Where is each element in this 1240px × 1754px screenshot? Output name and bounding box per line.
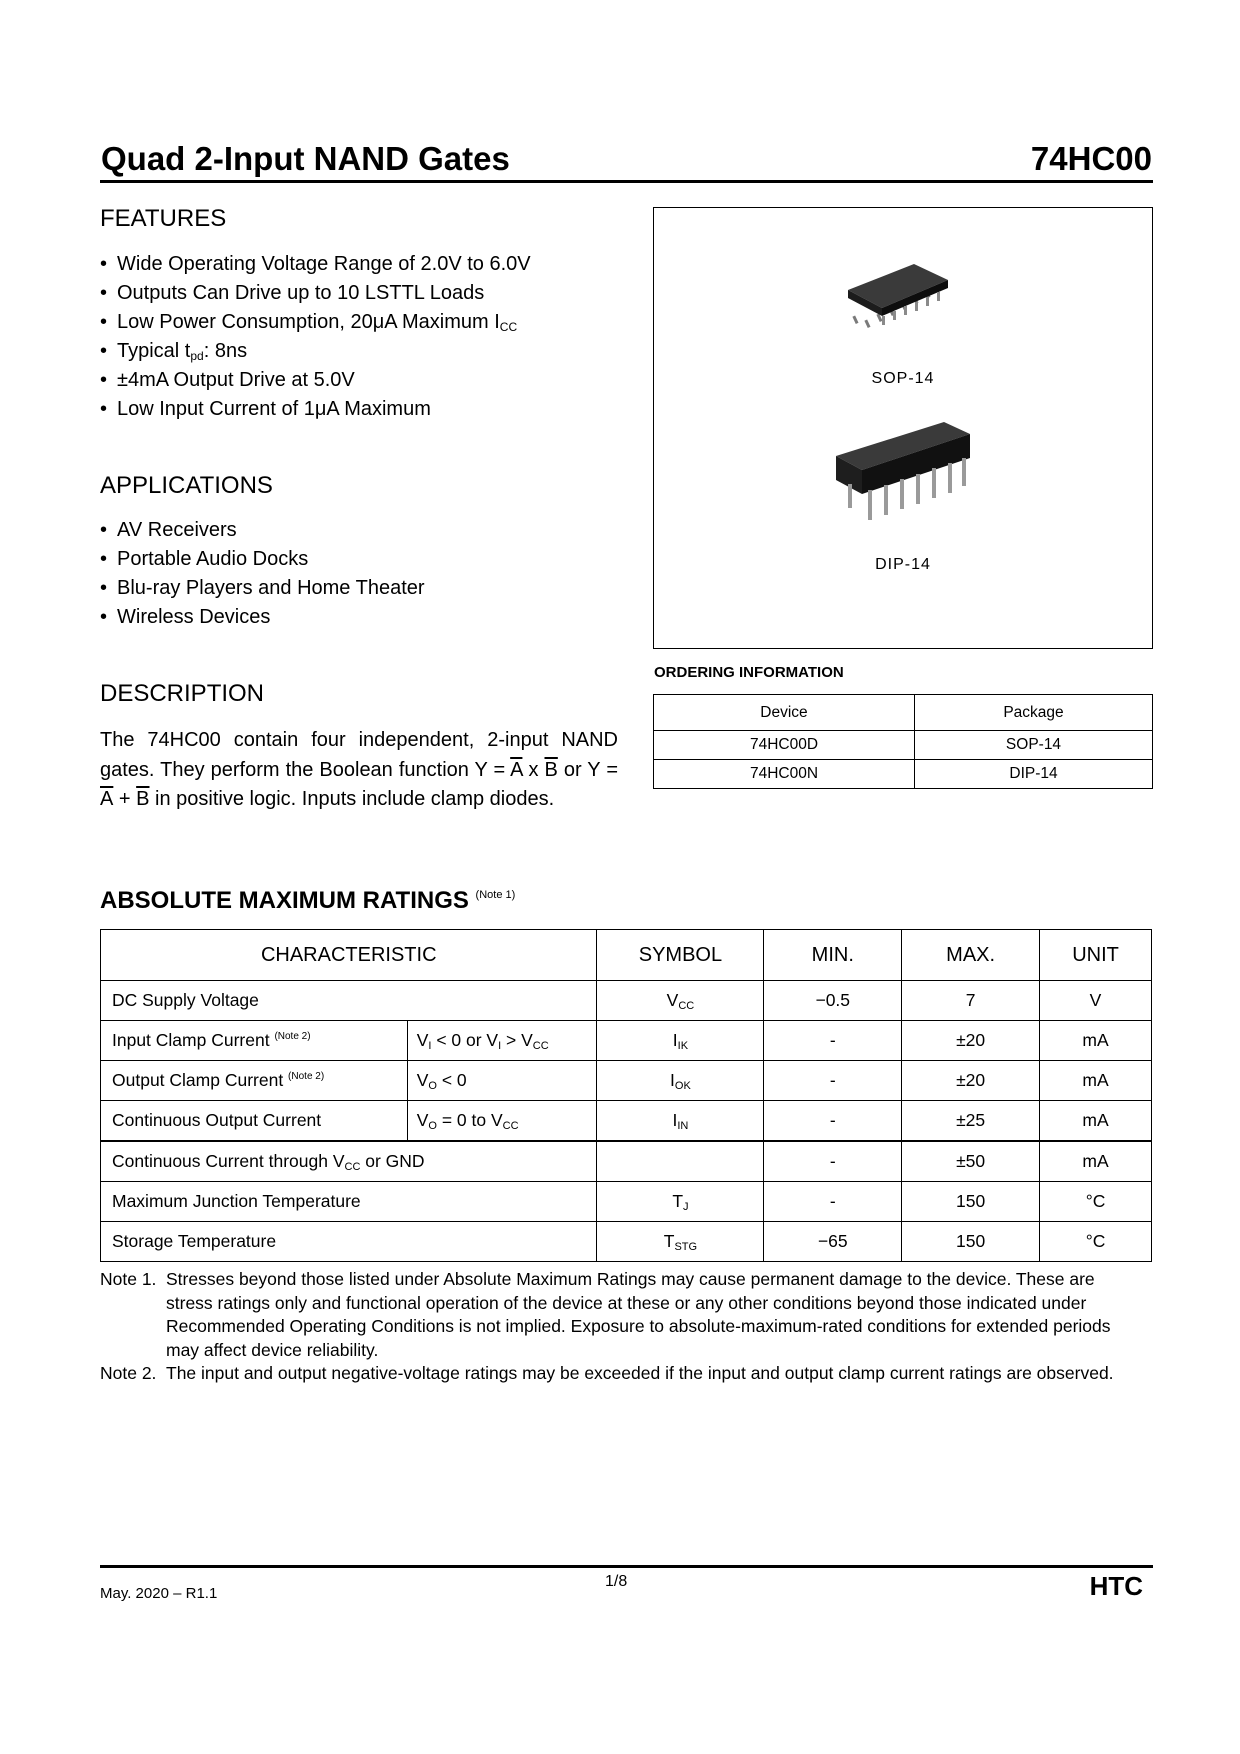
table-cell: $V_{CC}$ xyxy=(597,981,764,1021)
table-row xyxy=(654,760,1153,789)
page-number: 1/8 xyxy=(605,1573,628,1590)
ordering-title: ORDERING INFORMATION xyxy=(654,664,844,681)
table-cell: $V_O = 0$ to $V_{CC}$ xyxy=(407,1101,597,1142)
features-list xyxy=(100,250,531,424)
table-cell: $I_{IK}$ xyxy=(597,1021,764,1061)
table-row xyxy=(101,981,1152,1021)
header-divider xyxy=(100,180,1153,183)
table-cell: DC Supply Voltage xyxy=(101,981,597,1021)
table-cell: °C xyxy=(1040,1222,1152,1262)
table-cell: $I_{OK}$ xyxy=(597,1061,764,1101)
list-item: • Outputs Can Drive up to 10 LSTTL Loads xyxy=(100,279,531,308)
table-cell: - xyxy=(764,1101,902,1142)
table-cell: - xyxy=(764,1141,902,1182)
table-row xyxy=(101,1222,1152,1262)
table-header: UNIT xyxy=(1040,930,1152,981)
package-image-box xyxy=(653,207,1153,649)
table-cell xyxy=(597,1141,764,1182)
revision-date: May. 2020 – R1.1 xyxy=(100,1585,218,1602)
list-item: • ±4mA Output Drive at 5.0V xyxy=(100,366,531,395)
table-cell: ±50 xyxy=(902,1141,1040,1182)
table-row xyxy=(101,1021,1152,1061)
table-header-row xyxy=(654,695,1153,731)
table-header-row xyxy=(101,930,1152,981)
table-cell: Continuous Current through $V_{CC}$ or GND xyxy=(101,1141,597,1182)
features-heading: FEATURES xyxy=(100,205,227,232)
table-row xyxy=(101,1061,1152,1101)
description-heading: DESCRIPTION xyxy=(100,680,265,707)
part-number: 74HC00 xyxy=(1030,140,1152,177)
table-cell: mA xyxy=(1040,1101,1152,1142)
table-cell: ±20 xyxy=(902,1061,1040,1101)
table-cell: ±20 xyxy=(902,1021,1040,1061)
table-cell: 150 xyxy=(902,1222,1040,1262)
table-cell: Input Clamp Current $^{(Note 2)}$ xyxy=(101,1021,408,1061)
table-cell: $T_J$ xyxy=(597,1182,764,1222)
list-item: • Wireless Devices xyxy=(100,603,425,632)
table-cell: $V_I < 0$ or $V_I > V_{CC}$ xyxy=(407,1021,597,1061)
table-cell: Output Clamp Current $^{(Note 2)}$ xyxy=(101,1061,408,1101)
table-cell: Maximum Junction Temperature xyxy=(101,1182,597,1222)
table-cell: $T_{STG}$ xyxy=(597,1222,764,1262)
table-header: Device xyxy=(654,695,915,731)
ordering-table xyxy=(653,694,1153,789)
table-cell: ±25 xyxy=(902,1101,1040,1142)
table-cell: V xyxy=(1040,981,1152,1021)
sop-14-chip-icon xyxy=(848,264,948,328)
list-item: • Low Input Current of 1μA Maximum xyxy=(100,395,531,424)
table-row xyxy=(654,731,1153,760)
dip-14-chip-icon xyxy=(836,422,970,520)
list-item: • Blu-ray Players and Home Theater xyxy=(100,574,425,603)
dip-14-label: DIP-14 xyxy=(875,556,931,573)
note-2: Note 2. The input and output negative-voltage ratings may be exceeded if the input and output clamp current ratings are observed. xyxy=(100,1363,1114,1383)
list-item: • Portable Audio Docks xyxy=(100,545,425,574)
table-header: MAX. xyxy=(902,930,1040,981)
ratings-table xyxy=(100,929,1152,1262)
table-cell: mA xyxy=(1040,1141,1152,1182)
table-cell: mA xyxy=(1040,1021,1152,1061)
list-item: • Typical $t_{pd}$: 8ns xyxy=(100,337,531,366)
sop-14-label: SOP-14 xyxy=(871,370,935,387)
table-cell: Continuous Output Current xyxy=(101,1101,408,1142)
ratings-notes xyxy=(100,1268,1130,1386)
table-cell: - xyxy=(764,1182,902,1222)
footer-divider xyxy=(100,1565,1153,1568)
table-cell: 7 xyxy=(902,981,1040,1021)
description-text: The 74HC00 contain four independent, 2-input NAND gates. They perform the Boolean function $Y = \overline{A}$ x $\overline{B}$ or $Y = \overline{A} + \overline{B}$ in positive logic. Inputs include clamp diodes. xyxy=(100,729,618,810)
list-item: • Wide Operating Voltage Range of 2.0V to 6.0V xyxy=(100,250,531,279)
table-cell: - xyxy=(764,1061,902,1101)
applications-heading: APPLICATIONS xyxy=(100,472,273,499)
table-header: Package xyxy=(915,695,1153,731)
list-item: • Low Power Consumption, 20μA Maximum $I_{CC}$ xyxy=(100,308,531,337)
table-row xyxy=(101,1101,1152,1142)
list-item: • AV Receivers xyxy=(100,516,425,545)
note-1: Note 1. Stresses beyond those listed under Absolute Maximum Ratings may cause permanent damage to the device. These are stress ratings only and functional operation of the device at these or any other conditions beyond those indicated under Recommended Operating Conditions is not implied. Exposure to absolute-maximum-rated conditions for extended periods may affect device reliability. xyxy=(100,1269,1111,1360)
table-cell: 150 xyxy=(902,1182,1040,1222)
table-cell: DIP-14 xyxy=(915,760,1153,789)
brand-logo: HTC xyxy=(1089,1571,1143,1601)
table-cell: −0.5 xyxy=(764,981,902,1021)
table-cell: Storage Temperature xyxy=(101,1222,597,1262)
table-cell: mA xyxy=(1040,1061,1152,1101)
table-cell: $V_O < 0$ xyxy=(407,1061,597,1101)
table-cell: 74HC00D xyxy=(654,731,915,760)
table-header: SYMBOL xyxy=(597,930,764,981)
table-header: MIN. xyxy=(764,930,902,981)
table-cell: °C xyxy=(1040,1182,1152,1222)
table-cell: SOP-14 xyxy=(915,731,1153,760)
table-cell: 74HC00N xyxy=(654,760,915,789)
table-cell: $I_{IN}$ xyxy=(597,1101,764,1142)
table-header: CHARACTERISTIC xyxy=(101,930,597,981)
applications-list xyxy=(100,516,425,632)
table-cell: - xyxy=(764,1021,902,1061)
table-row xyxy=(101,1141,1152,1182)
table-cell: −65 xyxy=(764,1222,902,1262)
table-row xyxy=(101,1182,1152,1222)
page-title: Quad 2-Input NAND Gates xyxy=(101,140,510,177)
ratings-heading: ABSOLUTE MAXIMUM RATINGS $^{(Note 1)}$ xyxy=(100,887,516,914)
package-illustrations xyxy=(654,208,1152,648)
